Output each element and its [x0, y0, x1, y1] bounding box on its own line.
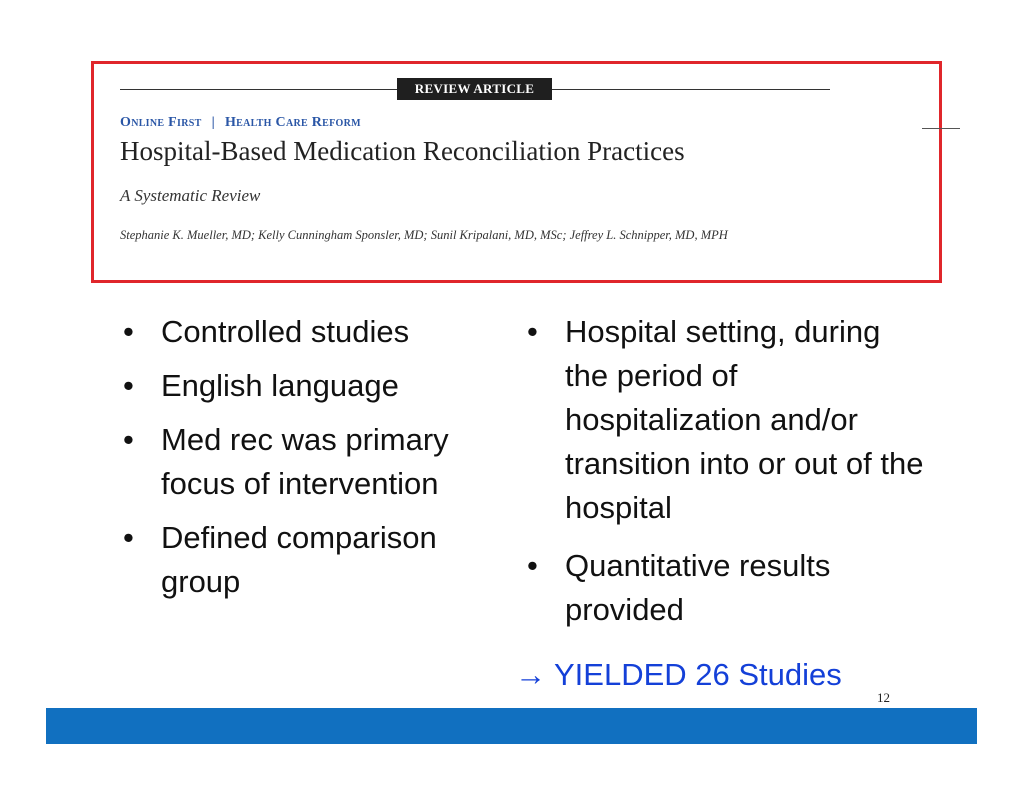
kicker-section: Health Care Reform: [224, 115, 361, 130]
list-item: • Defined comparison group: [123, 516, 498, 604]
list-item: • Med rec was primary focus of intervention: [123, 418, 498, 506]
arrow-right-icon: →: [515, 657, 546, 692]
result-text: YIELDED 26 Studies: [554, 657, 842, 692]
list-item: • English language: [123, 364, 498, 408]
footer-bar: [46, 708, 977, 744]
result-statement: [515, 653, 842, 697]
list-item: • Quantitative results provided: [527, 544, 927, 632]
criteria-list-right: [527, 310, 927, 646]
article-title: Hospital-Based Medication Reconciliation Practices: [120, 136, 685, 166]
review-article-label: REVIEW ARTICLE: [397, 78, 552, 100]
article-kicker: [120, 115, 361, 131]
article-subtitle: A Systematic Review: [120, 186, 261, 205]
article-authors: Stephanie K. Mueller, MD; Kelly Cunningham Sponsler, MD; Sunil Kripalani, MD, MSc; Jeffrey L. Schnipper, MD, MPH: [120, 228, 728, 242]
list-item: • Hospital setting, during the period of hospitalization and/or transition into or out of the hospital: [527, 310, 927, 530]
kicker-online-first: Online First: [120, 115, 202, 130]
side-rule: [922, 128, 960, 129]
list-item: • Controlled studies: [123, 310, 498, 354]
criteria-list-left: [123, 310, 498, 614]
page-number: 12: [877, 690, 890, 705]
kicker-separator: |: [211, 115, 215, 130]
